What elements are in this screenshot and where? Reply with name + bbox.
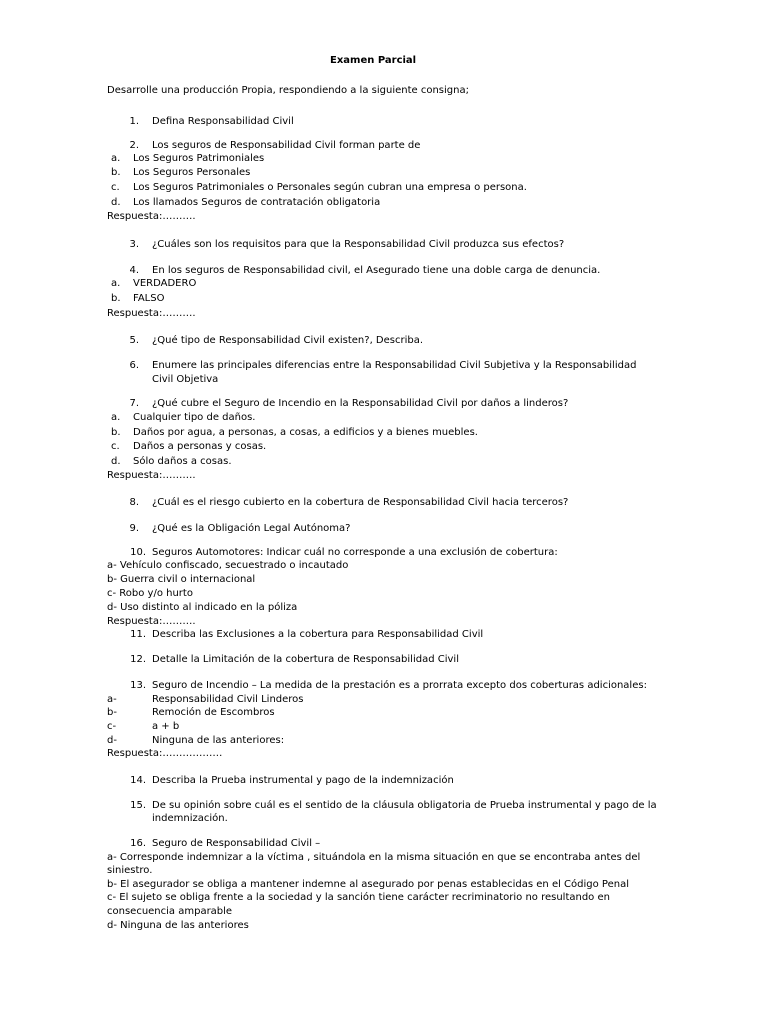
question-number: 16.	[130, 838, 146, 849]
option-letter: c-	[107, 721, 117, 732]
question-text: Los seguros de Responsabilidad Civil forman parte de	[152, 140, 421, 151]
question-text: De su opinión sobre cuál es el sentido de la cláusula obligatoria de Prueba instrumental y pago de la	[152, 800, 657, 811]
answer-line: Respuesta:……….	[107, 470, 196, 481]
option-text: siniestro.	[107, 865, 153, 876]
option-letter: c.	[111, 441, 120, 452]
option-letter: b.	[111, 167, 121, 178]
option-letter: b-	[107, 707, 117, 718]
question-text: Civil Objetiva	[152, 374, 219, 385]
question-number: 5.	[129, 335, 139, 346]
option-letter: d.	[111, 197, 121, 208]
option-text: a- Vehículo confiscado, secuestrado o incautado	[107, 560, 349, 571]
option-text: Sólo daños a cosas.	[133, 456, 232, 467]
option-text: Cualquier tipo de daños.	[133, 412, 256, 423]
option-letter: a-	[107, 694, 117, 705]
option-text: Daños a personas y cosas.	[133, 441, 267, 452]
option-text: Los Seguros Patrimoniales	[133, 153, 265, 164]
question-number: 15.	[130, 800, 146, 811]
question-text: ¿Cuál es el riesgo cubierto en la cobertura de Responsabilidad Civil hacia terceros?	[152, 497, 569, 508]
question-text: En los seguros de Responsabilidad civil, el Asegurado tiene una doble carga de denuncia.	[152, 265, 601, 276]
question-number: 2.	[129, 140, 139, 151]
question-number: 6.	[129, 360, 139, 371]
option-text: b- Guerra civil o internacional	[107, 574, 256, 585]
option-text: a- Corresponde indemnizar a la víctima , situándola en la misma situación en que se encontraba antes del	[107, 852, 641, 863]
option-letter: a.	[111, 153, 121, 164]
option-text: c- El sujeto se obliga frente a la sociedad y la sanción tiene carácter recriminatorio no resultando en	[107, 892, 610, 903]
question-number: 10.	[130, 547, 146, 558]
option-letter: d.	[111, 456, 121, 467]
question-text: ¿Qué cubre el Seguro de Incendio en la Responsabilidad Civil por daños a linderos?	[152, 398, 569, 409]
question-text: Seguro de Incendio – La medida de la prestación es a prorrata excepto dos coberturas adicionales:	[152, 680, 647, 691]
instruction-text: Desarrolle una producción Propia, respondiendo a la siguiente consigna;	[107, 85, 469, 96]
option-text: d- Ninguna de las anteriores	[107, 920, 249, 931]
option-text: consecuencia amparable	[107, 906, 233, 917]
answer-line: Respuesta:……….	[107, 616, 196, 627]
option-text: Ninguna de las anteriores:	[152, 735, 285, 746]
answer-line: Respuesta:……….	[107, 211, 196, 222]
option-letter: d-	[107, 735, 117, 746]
option-text: Los Seguros Patrimoniales o Personales según cubran una empresa o persona.	[133, 182, 527, 193]
option-text: c- Robo y/o hurto	[107, 588, 193, 599]
option-letter: a.	[111, 278, 121, 289]
question-text: ¿Qué es la Obligación Legal Autónoma?	[152, 523, 351, 534]
option-text: Los llamados Seguros de contratación obligatoria	[133, 197, 381, 208]
question-number: 11.	[130, 629, 146, 640]
option-letter: c.	[111, 182, 120, 193]
question-text: Describa la Prueba instrumental y pago de la indemnización	[152, 775, 454, 786]
question-text: Describa las Exclusiones a la cobertura para Responsabilidad Civil	[152, 629, 484, 640]
option-letter: a.	[111, 412, 121, 423]
question-text: ¿Qué tipo de Responsabilidad Civil existen?, Describa.	[152, 335, 424, 346]
option-text: a + b	[152, 721, 180, 732]
option-text: d- Uso distinto al indicado en la póliza	[107, 602, 298, 613]
answer-line: Respuesta:………………	[107, 748, 223, 759]
question-number: 13.	[130, 680, 146, 691]
option-text: Los Seguros Personales	[133, 167, 251, 178]
question-number: 1.	[129, 116, 139, 127]
question-text: indemnización.	[152, 813, 228, 824]
question-number: 9.	[129, 523, 139, 534]
question-text: Detalle la Limitación de la cobertura de Responsabilidad Civil	[152, 654, 459, 665]
question-text: Enumere las principales diferencias entre la Responsabilidad Civil Subjetiva y la Responsabilidad	[152, 360, 637, 371]
option-letter: b.	[111, 427, 121, 438]
question-number: 4.	[129, 265, 139, 276]
answer-line: Respuesta:……….	[107, 308, 196, 319]
question-number: 8.	[129, 497, 139, 508]
option-text: FALSO	[133, 293, 165, 304]
option-text: Remoción de Escombros	[152, 707, 275, 718]
option-text: Responsabilidad Civil Linderos	[152, 694, 304, 705]
option-text: Daños por agua, a personas, a cosas, a edificios y a bienes muebles.	[133, 427, 478, 438]
question-text: Defina Responsabilidad Civil	[152, 116, 294, 127]
question-number: 3.	[129, 239, 139, 250]
question-text: Seguros Automotores: Indicar cuál no corresponde a una exclusión de cobertura:	[152, 547, 558, 558]
option-text: b- El asegurador se obliga a mantener indemne al asegurado por penas establecidas en el Código Penal	[107, 879, 629, 890]
question-text: Seguro de Responsabilidad Civil –	[152, 838, 321, 849]
page-title: Examen Parcial	[330, 55, 417, 66]
question-number: 12.	[130, 654, 146, 665]
option-text: VERDADERO	[133, 278, 197, 289]
question-number: 14.	[130, 775, 146, 786]
option-letter: b.	[111, 293, 121, 304]
question-number: 7.	[129, 398, 139, 409]
question-text: ¿Cuáles son los requisitos para que la Responsabilidad Civil produzca sus efectos?	[152, 239, 565, 250]
